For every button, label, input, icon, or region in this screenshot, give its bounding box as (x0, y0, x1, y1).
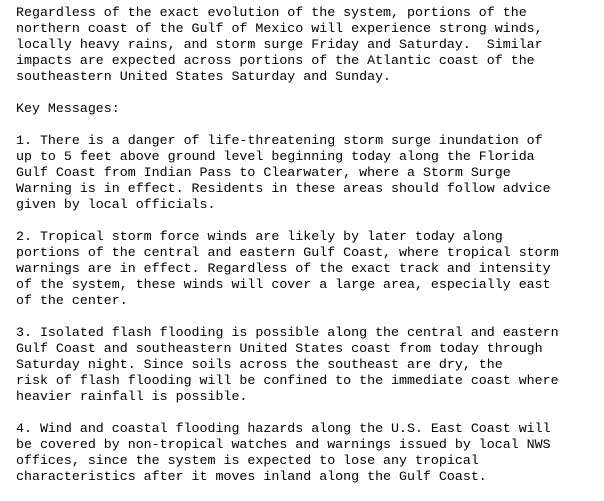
blank-line (16, 309, 559, 325)
key-message-2 (16, 229, 559, 309)
text-line: given by local officials. (16, 197, 216, 212)
text-line: Saturday night. Since soils across the southeast are dry, the (16, 357, 503, 372)
blank-line (16, 405, 559, 421)
text-line: northern coast of the Gulf of Mexico will experience strong winds, (16, 21, 543, 36)
key-message-4 (16, 421, 559, 485)
text-line: 1. There is a danger of life-threatening storm surge inundation of (16, 133, 543, 148)
key-message-3 (16, 325, 559, 405)
text-line: 3. Isolated flash flooding is possible along the central and eastern (16, 325, 559, 340)
text-line: Regardless of the exact evolution of the system, portions of the (16, 5, 527, 20)
key-messages-heading: Key Messages: (16, 101, 120, 116)
text-line: Gulf Coast from Indian Pass to Clearwater, where a Storm Surge (16, 165, 511, 180)
advisory-text (16, 5, 559, 485)
text-line: of the system, these winds will cover a large area, especially east (16, 277, 551, 292)
key-message-1 (16, 133, 559, 213)
blank-line (16, 213, 559, 229)
text-line: heavier rainfall is possible. (16, 389, 248, 404)
text-line: portions of the central and eastern Gulf Coast, where tropical storm (16, 245, 559, 260)
blank-line (16, 117, 559, 133)
text-line: up to 5 feet above ground level beginning today along the Florida (16, 149, 535, 164)
text-line: southeastern United States Saturday and Sunday. (16, 69, 392, 84)
text-line: warnings are in effect. Regardless of the exact track and intensity (16, 261, 551, 276)
intro-paragraph (16, 5, 559, 85)
blank-line (16, 85, 559, 101)
text-line: locally heavy rains, and storm surge Friday and Saturday. Similar (16, 37, 543, 52)
text-line: 4. Wind and coastal flooding hazards along the U.S. East Coast will (16, 421, 551, 436)
text-line: impacts are expected across portions of the Atlantic coast of the (16, 53, 535, 68)
text-line: of the center. (16, 293, 128, 308)
text-line: 2. Tropical storm force winds are likely by later today along (16, 229, 503, 244)
text-line: be covered by non-tropical watches and warnings issued by local NWS (16, 437, 551, 452)
text-line: characteristics after it moves inland along the Gulf Coast. (16, 469, 487, 484)
text-line: Gulf Coast and southeastern United States coast from today through (16, 341, 543, 356)
text-line: Warning is in effect. Residents in these areas should follow advice (16, 181, 551, 196)
text-line: offices, since the system is expected to lose any tropical (16, 453, 479, 468)
text-line: risk of flash flooding will be confined to the immediate coast where (16, 373, 559, 388)
